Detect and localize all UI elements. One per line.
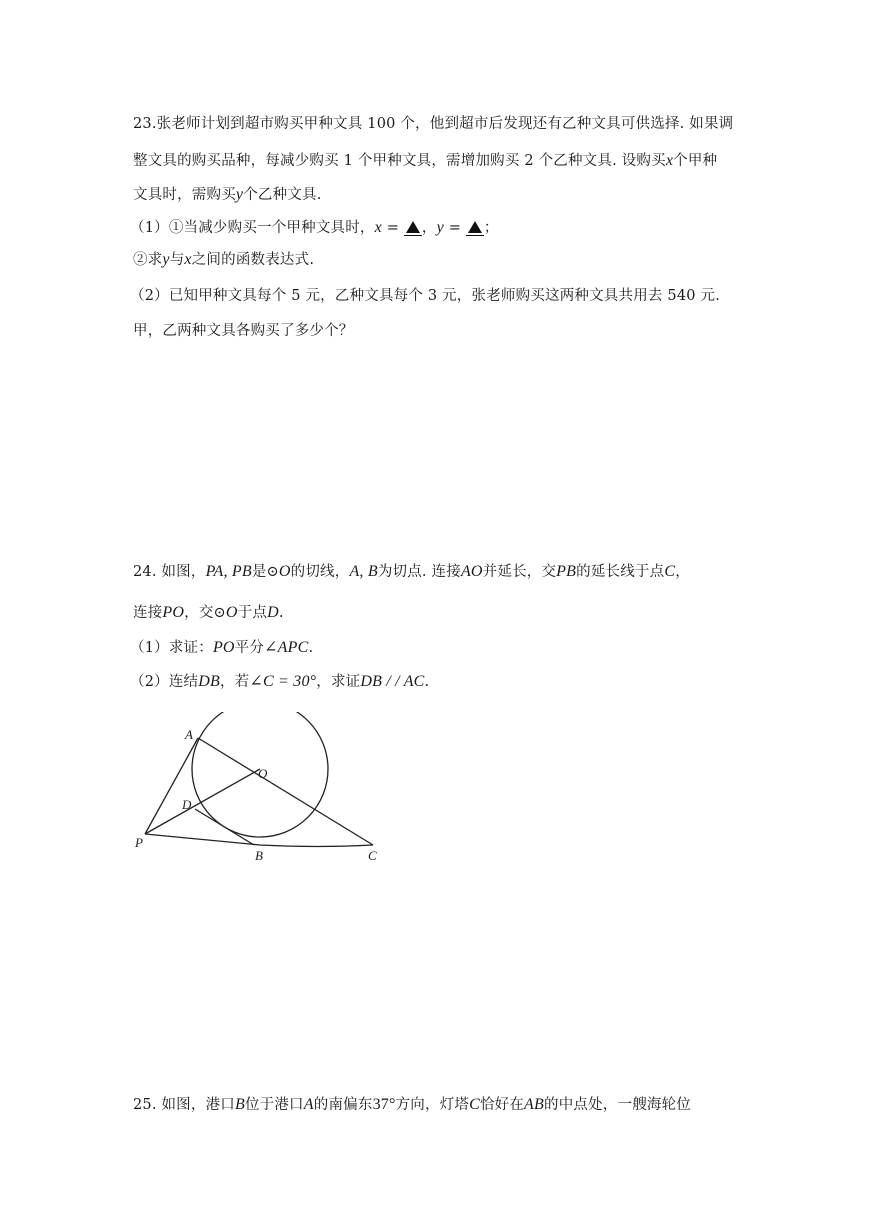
answer-blank-triangle-icon [466, 221, 484, 236]
q24-part1: （1）求证：PO平分∠APC. [130, 639, 314, 656]
q23-part1-2: ②求y与x之间的函数表达式. [133, 251, 315, 268]
q23-part1-1: （1）①当减少购买一个甲种文具时，x = ，y = ； [130, 219, 499, 236]
q23-part2-1: （2）已知甲种文具每个 5 元，乙种文具每个 3 元，张老师购买这两种文具共用去 540 元. [130, 288, 721, 304]
label-d: D [182, 797, 192, 812]
q24-line-2: 连接PO，交⊙O于点D. [133, 604, 284, 621]
label-o: O [258, 766, 268, 781]
label-c: C [368, 848, 377, 863]
label-a: A [185, 727, 193, 742]
q25-line-1: 25. 如图，港口B位于港口A的南偏东37°方向，灯塔C恰好在AB的中点处，一艘海轮位 [133, 1096, 691, 1113]
q23-part2-2: 甲，乙两种文具各购买了多少个？ [133, 323, 354, 339]
answer-blank-triangle-icon [404, 221, 422, 236]
q24-line-1: 24. 如图，PA, PB是⊙O的切线，A, B为切点. 连接AO并延长，交PB的延长线于点C， [133, 563, 690, 580]
q24-part2: （2）连结DB，若∠C = 30°，求证DB / / AC. [130, 673, 430, 690]
q23-line-1: 23.张老师计划到超市购买甲种文具 100 个，他到超市后发现还有乙种文具可供选择. 如果调 [133, 116, 734, 132]
q24-geometry-figure [128, 712, 398, 872]
q23-line-2: 整文具的购买品种，每减少购买 1 个甲种文具，需增加购买 2 个乙种文具. 设购买x个甲种 [133, 152, 718, 169]
label-b: B [255, 848, 263, 863]
line-ac [198, 738, 373, 845]
line-pbc [145, 834, 373, 847]
label-p: P [135, 835, 143, 850]
q23-line-3: 文具时，需购买y个乙种文具. [133, 186, 322, 203]
